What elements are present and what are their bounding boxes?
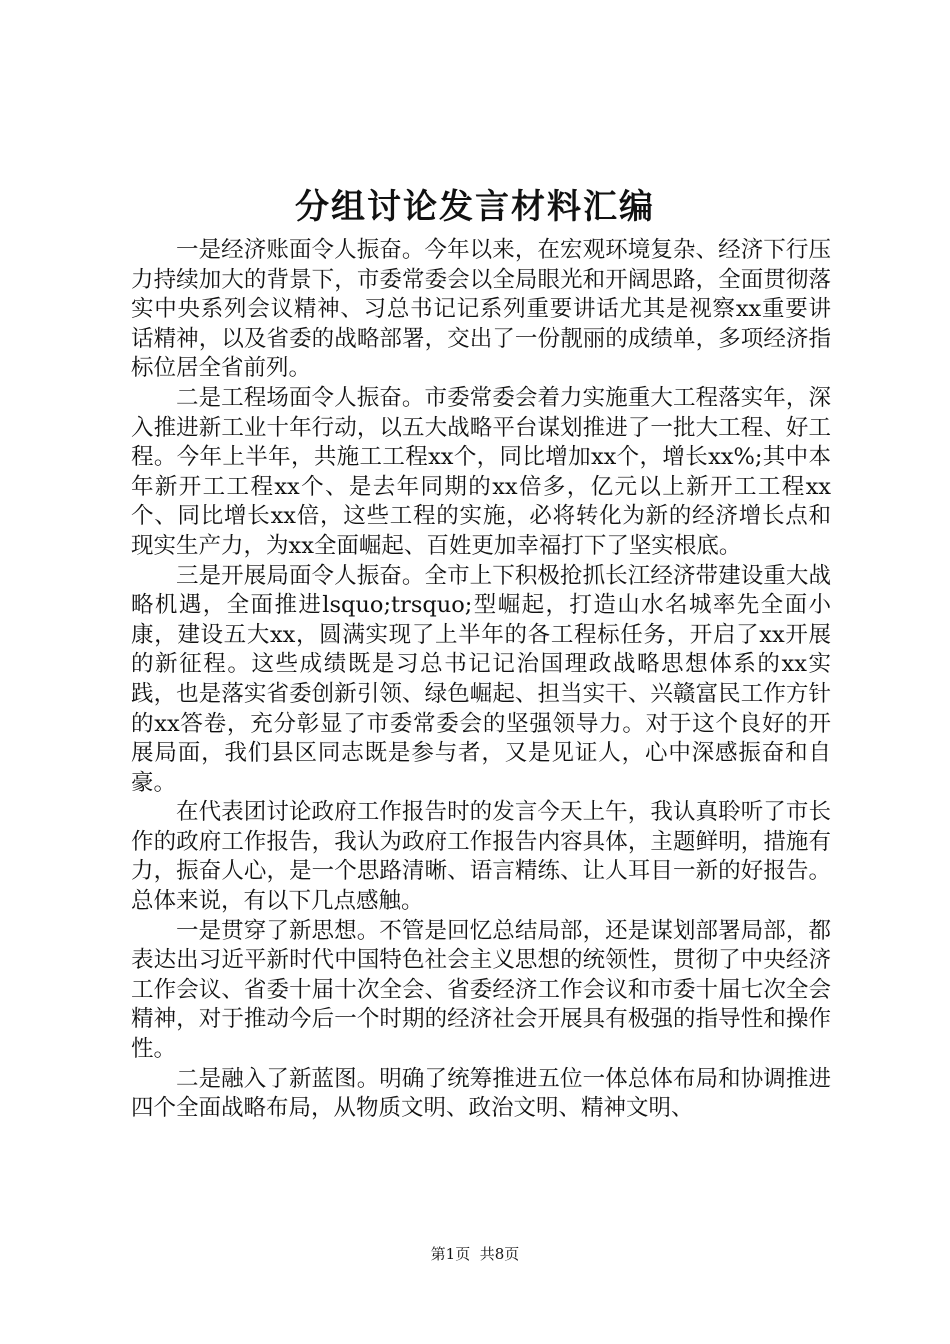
paragraph: 在代表团讨论政府工作报告时的发言今天上午，我认真聆听了市长作的政府工作报告，我认为政府工作报告内容具体，主题鲜明，措施有力，振奋人心，是一个思路清晰、语言精练、让人耳目一新的好报告。总体来说，有以下几点感触。 (131, 799, 831, 915)
paragraph: 一是经济账面令人振奋。今年以来，在宏观环境复杂、经济下行压力持续加大的背景下，市委常委会以全局眼光和开阔思路，全面贯彻落实中央系列会议精神、习总书记记系列重要讲话尤其是视察xx重要讲话精神，以及省委的战略部署，交出了一份靓丽的成绩单，多项经济指标位居全省前列。 (131, 237, 831, 382)
page-footer (0, 1242, 950, 1266)
document-title: 分组讨论发言材料汇编 (295, 187, 655, 227)
paragraph: 二是融入了新蓝图。明确了统筹推进五位一体总体布局和协调推进四个全面战略布局，从物质文明、政治文明、精神文明、 (131, 1065, 831, 1122)
page-number: 第1页 (430, 1245, 471, 1263)
paragraph: 一是贯穿了新思想。不管是回忆总结局部，还是谋划部署局部，都表达出习近平新时代中国特色社会主义思想的统领性，贯彻了中央经济工作会议、省委十届十次全会、省委经济工作会议和市委十届七次全会精神，对于推动今后一个时期的经济社会开展具有极强的指导性和操作性。 (131, 917, 831, 1063)
page-total: 共8页 (479, 1245, 520, 1263)
paragraph: 二是工程场面令人振奋。市委常委会着力实施重大工程落实年，深入推进新工业十年行动，以五大战略平台谋划推进了一批大工程、好工程。今年上半年，共施工工程xx个，同比增加xx个，增长xx%;其中本年新开工工程xx个、是去年同期的xx倍多，亿元以上新开工工程xx个、同比增长xx倍，这些工程的实施，必将转化为新的经济增长点和现实生产力，为xx全面崛起、百姓更加幸福打下了坚实根底。 (131, 384, 831, 559)
paragraph: 三是开展局面令人振奋。全市上下积极抢抓长江经济带建设重大战略机遇，全面推进lsquo;trsquo;型崛起，打造山水名城率先全面小康，建设五大xx，圆满实现了上半年的各工程标任务，开启了xx开展的新征程。这些成绩既是习总书记记治国理政战略思想体系的xx实践，也是落实省委创新引领、绿色崛起、担当实干、兴赣富民工作方针的xx答卷，充分彰显了市委常委会的坚强领导力。对于这个良好的开展局面，我们县区同志既是参与者，又是见证人，心中深感振奋和自豪。 (131, 562, 831, 796)
document-body (131, 236, 831, 1124)
